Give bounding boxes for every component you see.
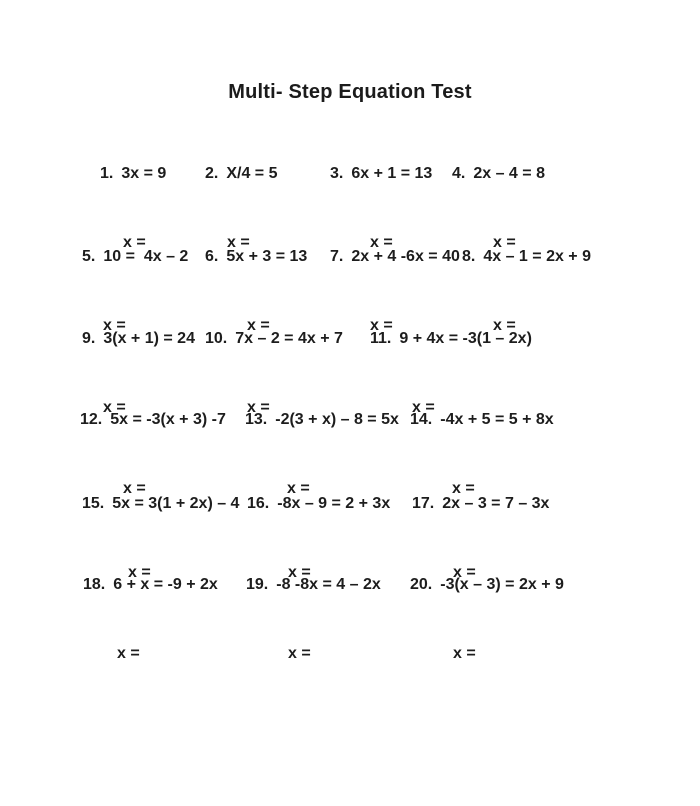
problem-equation: 5x = -3(x + 3) -7: [110, 411, 226, 428]
problem-number: 2.: [205, 165, 219, 182]
problem-equation: 9 + 4x = -3(1 – 2x): [399, 330, 532, 347]
answer-blank: x =: [452, 480, 475, 497]
problem-equation: 3x = 9: [121, 165, 167, 182]
problem-line: [245, 408, 399, 431]
problem-line: [82, 492, 239, 515]
problem-line: [80, 408, 226, 431]
problem-number: 10.: [205, 330, 228, 347]
answer-blank: x =: [227, 234, 250, 251]
problem-equation: 2x – 3 = 7 – 3x: [442, 495, 550, 512]
problem-item: [246, 527, 381, 711]
problem-item: [83, 527, 218, 711]
problem-equation: 5x + 3 = 13: [226, 248, 308, 265]
problem-equation: X/4 = 5: [226, 165, 278, 182]
problem-line: [462, 245, 591, 268]
problem-equation: 10 = 4x – 2: [103, 248, 189, 265]
problem-number: 18.: [83, 576, 106, 593]
problem-number: 7.: [330, 248, 344, 265]
answer-blank: x =: [287, 480, 310, 497]
answer-blank: x =: [412, 399, 435, 416]
problem-number: 17.: [412, 495, 435, 512]
problem-line: [410, 573, 564, 596]
problem-line: [412, 492, 549, 515]
problem-number: 6.: [205, 248, 219, 265]
problem-equation: 2x + 4 -6x = 40: [351, 248, 460, 265]
worksheet-title: Multi- Step Equation Test: [228, 81, 472, 103]
answer-blank: x =: [103, 317, 126, 334]
problem-line: [82, 245, 188, 268]
answer-blank: x =: [370, 317, 393, 334]
problem-number: 11.: [370, 330, 392, 347]
problem-line: [452, 162, 545, 185]
answer-blank: x =: [128, 564, 151, 581]
problem-line: [205, 245, 307, 268]
problem-equation: -8x – 9 = 2 + 3x: [277, 495, 391, 512]
answer-blank: x =: [123, 234, 146, 251]
problem-item: [410, 527, 564, 711]
problem-number: 8.: [462, 248, 476, 265]
problem-number: 14.: [410, 411, 433, 428]
answer-blank: x =: [117, 645, 140, 662]
problem-equation: 5x = 3(1 + 2x) – 4: [112, 495, 240, 512]
problem-equation: 6 + x = -9 + 2x: [113, 576, 218, 593]
answer-blank: x =: [288, 564, 311, 581]
problem-line: [205, 162, 278, 185]
problem-line: [246, 573, 381, 596]
problem-equation: 6x + 1 = 13: [351, 165, 433, 182]
answer-blank: x =: [288, 645, 311, 662]
problem-number: 9.: [82, 330, 96, 347]
problem-equation: 4x – 1 = 2x + 9: [483, 248, 591, 265]
answer-blank: x =: [493, 317, 516, 334]
problem-line: [247, 492, 390, 515]
problem-line: [330, 245, 460, 268]
problem-number: 5.: [82, 248, 96, 265]
problem-line: [370, 327, 532, 350]
problem-line: [410, 408, 554, 431]
answer-blank: x =: [453, 645, 476, 662]
problem-equation: -2(3 + x) – 8 = 5x: [275, 411, 399, 428]
answer-blank: x =: [370, 234, 393, 251]
problem-line: [100, 162, 166, 185]
problem-line: [83, 573, 218, 596]
problem-equation: 2x – 4 = 8: [473, 165, 545, 182]
problem-line: [330, 162, 432, 185]
answer-blank: x =: [493, 234, 516, 251]
problem-equation: -3(x – 3) = 2x + 9: [440, 576, 564, 593]
problem-number: 16.: [247, 495, 270, 512]
problem-number: 12.: [80, 411, 103, 428]
problem-number: 4.: [452, 165, 466, 182]
problem-line: [82, 327, 195, 350]
problem-number: 15.: [82, 495, 105, 512]
answer-blank: x =: [103, 399, 126, 416]
answer-blank: x =: [247, 317, 270, 334]
answer-blank: x =: [123, 480, 146, 497]
problem-equation: 3(x + 1) = 24: [103, 330, 195, 347]
problem-equation: -8 -8x = 4 – 2x: [276, 576, 381, 593]
problem-equation: 7x – 2 = 4x + 7: [235, 330, 343, 347]
problem-line: [205, 327, 343, 350]
problem-number: 1.: [100, 165, 114, 182]
problem-number: 13.: [245, 411, 268, 428]
answer-blank: x =: [247, 399, 270, 416]
problem-number: 3.: [330, 165, 344, 182]
problem-equation: -4x + 5 = 5 + 8x: [440, 411, 554, 428]
problem-number: 20.: [410, 576, 433, 593]
problem-number: 19.: [246, 576, 269, 593]
answer-blank: x =: [453, 564, 476, 581]
